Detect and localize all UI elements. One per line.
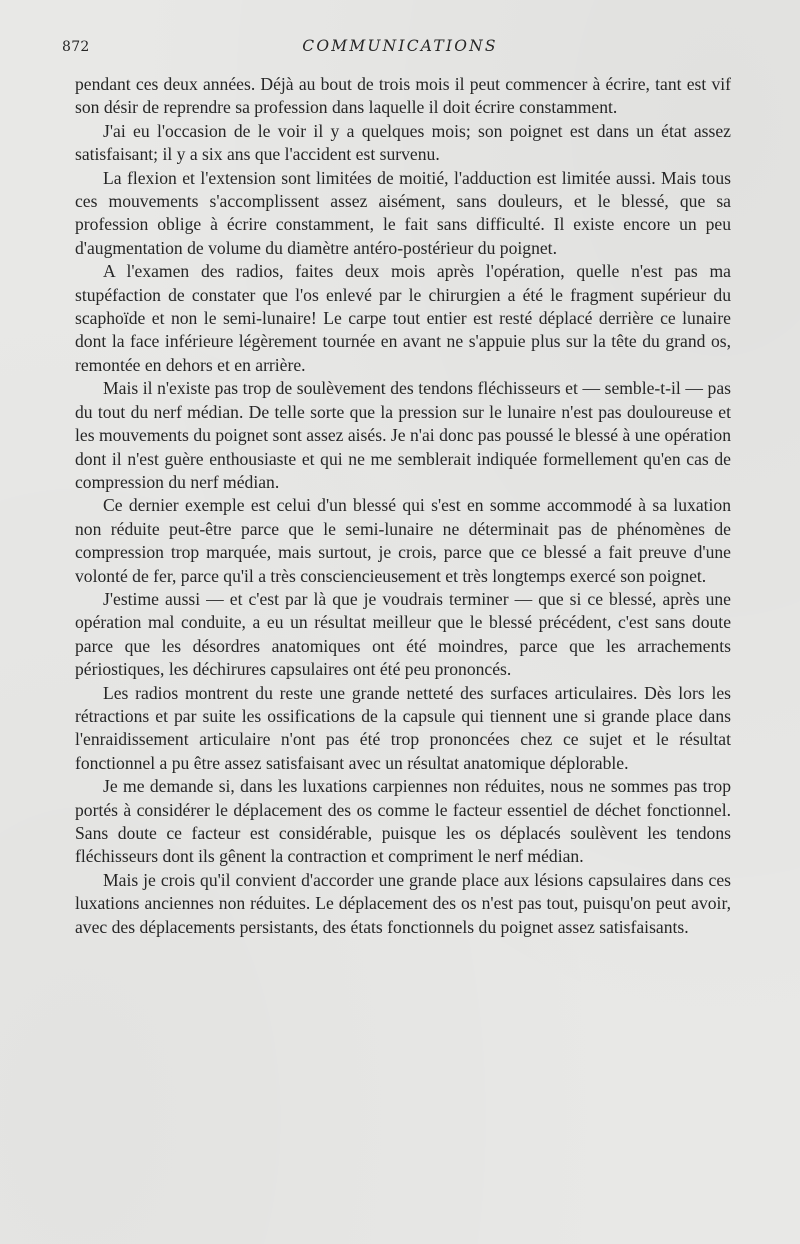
paragraph: J'estime aussi — et c'est par là que je voudrais terminer — que si ce blessé, après une opération mal conduite, a eu un résultat meilleur que le blessé précédent, c'est sans doute parce que les désordres anatomiques ont été moindres, parce que les arrachements périostiques, les déchirures capsulaires ont été peu prononcés. bbox=[75, 588, 731, 680]
body-text bbox=[75, 73, 731, 939]
paragraph: Mais je crois qu'il convient d'accorder une grande place aux lésions capsulaires dans ces luxations anciennes non réduites. Le déplacement des os n'est pas tout, puisqu'on peut avoir, avec des déplacements persistants, des états fonctionnels du poignet assez satisfaisants. bbox=[75, 869, 731, 937]
running-title: COMMUNICATIONS bbox=[302, 37, 498, 55]
paragraph: Ce dernier exemple est celui d'un blessé qui s'est en somme accommodé à sa luxation non réduite peut-être parce que le semi-lunaire ne déterminait pas de phénomènes de compression trop marquée, mais surtout, je crois, parce que ce blessé a fait preuve d'une volonté de fer, parce qu'il a très consciencieusement et très longtemps exercé son poignet. bbox=[75, 495, 731, 586]
page-number: 872 bbox=[62, 39, 90, 55]
paragraph: pendant ces deux années. Déjà au bout de trois mois il peut commencer à écrire, tant est vif son désir de reprendre sa profession dans laquelle il doit écrire constamment. bbox=[75, 74, 731, 118]
paragraph: Je me demande si, dans les luxations carpiennes non réduites, nous ne sommes pas trop portés à considérer le déplacement des os comme le facteur essentiel de déchet fonctionnel. Sans doute ce facteur est considérable, puisque les os déplacés soulèvent les tendons fléchisseurs dont ils gênent la contraction et compriment le nerf médian. bbox=[75, 776, 731, 867]
page-header bbox=[62, 36, 738, 60]
paragraph: La flexion et l'extension sont limitées de moitié, l'adduction est limitée aussi. Mais tous ces mouvements s'accomplissent assez aisément, sans douleurs, et le blessé, que sa profession oblige à écrire constamment, le fait sans difficulté. Il existe encore un peu d'augmentation de volume du diamètre antéro-postérieur du poignet. bbox=[75, 167, 731, 258]
paragraph: Les radios montrent du reste une grande netteté des surfaces articulaires. Dès lors les rétractions et par suite les ossifications de la capsule qui tiennent une si grande place dans l'enraidissement articulaire n'ont pas été trop prononcées chez ce sujet et le résultat fonctionnel a pu être assez satisfaisant avec un résultat anatomique déplorable. bbox=[75, 682, 731, 773]
paragraph: A l'examen des radios, faites deux mois après l'opération, quelle n'est pas ma stupéfaction de constater que l'os enlevé par le chirurgien a été le fragment supérieur du scaphoïde et non le semi-lunaire! Le carpe tout entier est resté déplacé derrière ce lunaire dont la face inférieure légèrement tournée en avant ne s'appuie plus sur la tête du grand os, remontée en dehors et en arrière. bbox=[75, 261, 731, 375]
paragraph: Mais il n'existe pas trop de soulèvement des tendons fléchisseurs et — semble-t-il — pas du tout du nerf médian. De telle sorte que la pression sur le lunaire n'est pas douloureuse et les mouvements du poignet sont assez aisés. Je n'ai donc pas poussé le blessé à une opération dont il n'est guère enthousiaste et qui ne me semblerait indiquée formellement qu'en cas de compression du nerf médian. bbox=[75, 378, 731, 492]
paragraph: J'ai eu l'occasion de le voir il y a quelques mois; son poignet est dans un état assez satisfaisant; il y a six ans que l'accident est survenu. bbox=[75, 120, 731, 165]
